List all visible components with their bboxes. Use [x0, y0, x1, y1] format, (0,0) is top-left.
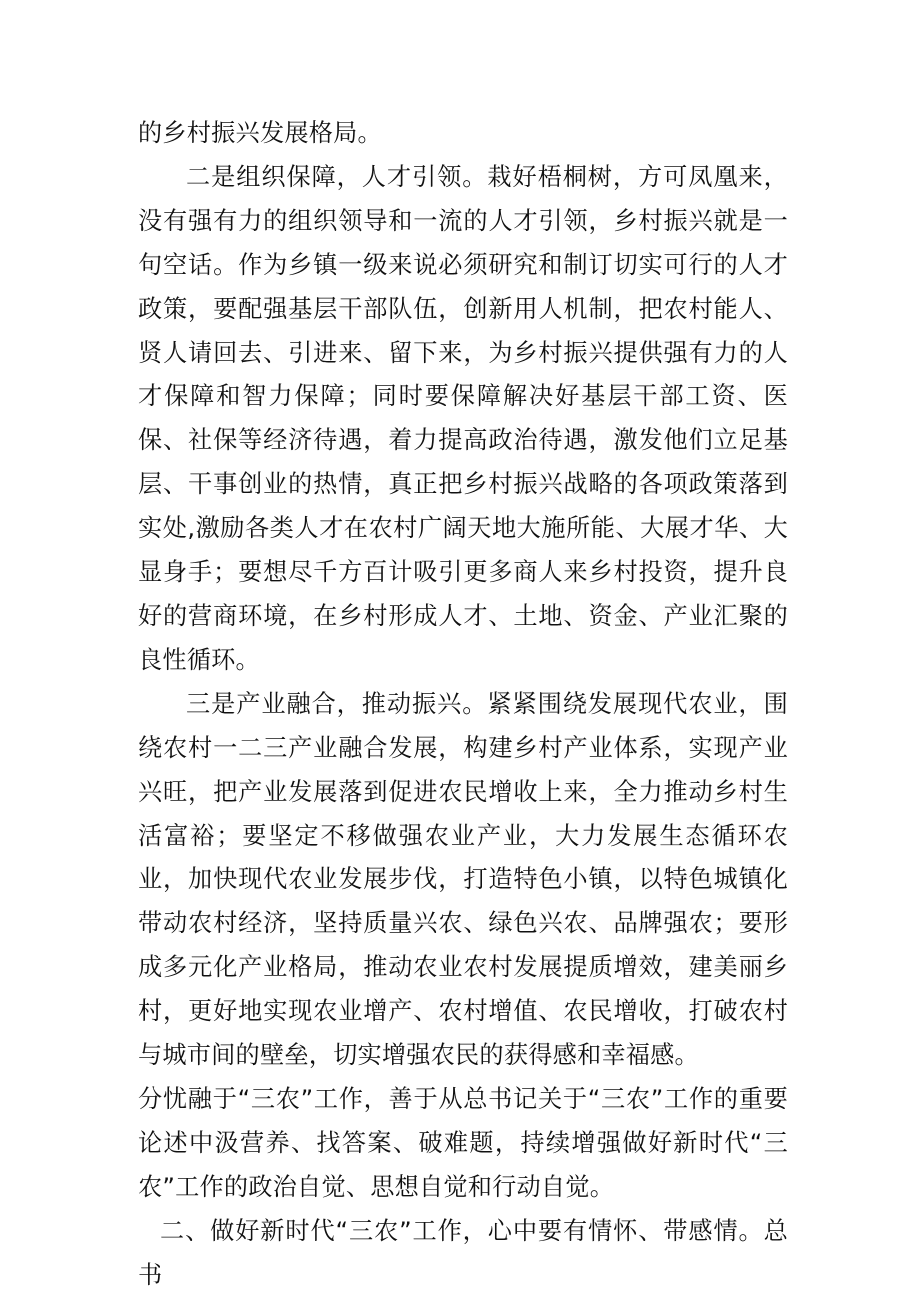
- paragraph-section-two-heading: 二、做好新时代“三农”工作，心中要有情怀、带感情。总书: [138, 1216, 788, 1289]
- paragraph-three-rural-work: 分忧融于“三农”工作，善于从总书记关于“三农”工作的重要论述中汲营养、找答案、破难题，持续增强做好新时代“三农”工作的政治自觉、思想自觉和行动自觉。: [138, 1084, 788, 1201]
- paragraph-organization-talent: 二是组织保障，人才引领。栽好梧桐树，方可凤凰来，没有强有力的组织领导和一流的人才引领，乡村振兴就是一句空话。作为乡镇一级来说必须研究和制订切实可行的人才政策，要配强基层干部队伍，创新用人机制，把农村能人、贤人请回去、引进来、留下来，为乡村振兴提供强有力的人才保障和智力保障；同时要保障解决好基层干部工资、医保、社保等经济待遇，着力提高政治待遇，激发他们立足基层、干事创业的热情，真正把乡村振兴战略的各项政策落到实处,激励各类人才在农村广阔天地大施所能、大展才华、大显身手；要想尽千方百计吸引更多商人来乡村投资，提升良好的营商环境，在乡村形成人才、土地、资金、产业汇聚的良性循环。: [138, 162, 788, 674]
- paragraph-industry-integration: 三是产业融合，推动振兴。紧紧围绕发展现代农业，围绕农村一二三产业融合发展，构建乡村产业体系，实现产业兴旺，把产业发展落到促进农民增收上来，全力推动乡村生活富裕；要坚定不移做强农业产业，大力发展生态循环农业，加快现代农业发展步伐，打造特色小镇，以特色城镇化带动农村经济，坚持质量兴农、绿色兴农、品牌强农；要形成多元化产业格局，推动农业农村发展提质增效，建美丽乡村，更好地实现农业增产、农村增值、农民增收，打破农村与城市间的壁垒，切实增强农民的获得感和幸福感。: [138, 689, 788, 1070]
- paragraph-continuation: 的乡村振兴发展格局。: [138, 119, 382, 147]
- document-body: [138, 112, 788, 1297]
